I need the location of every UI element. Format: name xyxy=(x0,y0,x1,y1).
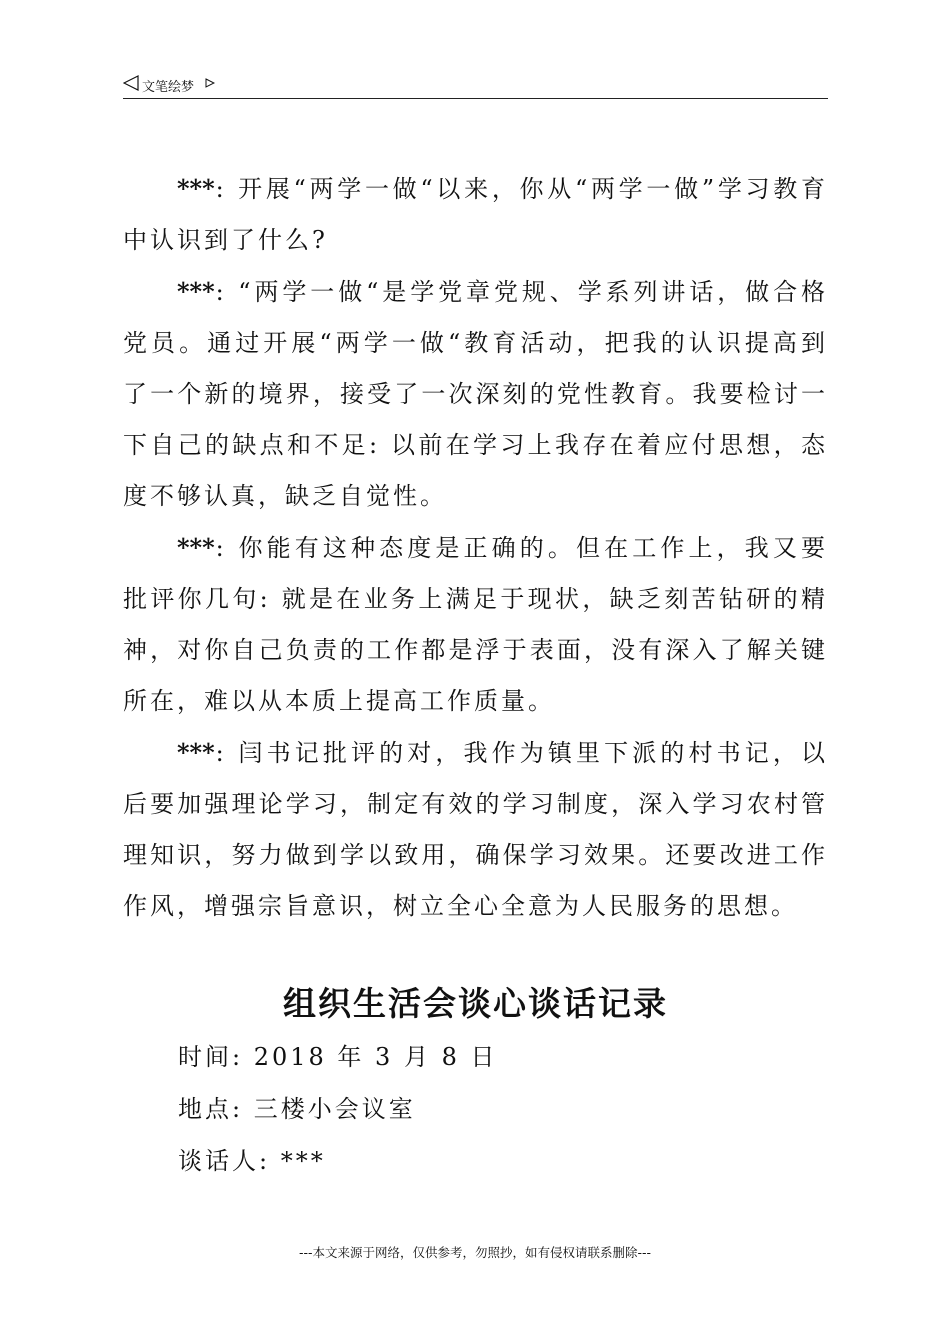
paragraph-text: “两学一做“是学党章党规、学系列讲话，做合格党员。通过开展“两学一做“教育活动，把我的认识提高到了一个新的境界，接受了一次深刻的党性教育。我要检讨一下自己的缺点和不足: 以前在学习上我存在着应付思想，态度不够认真，缺乏自觉性。 xyxy=(123,278,828,510)
dialogue-paragraph xyxy=(123,266,828,522)
dialogue-body xyxy=(123,163,828,932)
paragraph-text: 你能有这种态度是正确的。但在工作上，我又要批评你几句: 就是在业务上满足于现状，缺乏刻苦钻研的精神，对你自己负责的工作都是浮于表面，没有深入了解关键所在，难以从本质上提高工作质量。 xyxy=(123,534,828,715)
speaker-separator: : xyxy=(215,278,227,306)
dialogue-paragraph xyxy=(123,727,828,932)
triangle-right-icon xyxy=(205,78,215,88)
paragraph-text: 开展“两学一做“以来，你从“两学一做”学习教育中认识到了什么? xyxy=(123,175,828,254)
header-brand: 文笔绘梦 xyxy=(142,79,195,95)
dialogue-paragraph xyxy=(123,522,828,727)
paragraph-text: 闫书记批评的对，我作为镇里下派的村书记，以后要加强理论学习，制定有效的学习制度，深入学习农村管理知识，努力做到学以致用，确保学习效果。还要改进工作作风，增强宗旨意识，树立全心全意为人民服务的思想。 xyxy=(123,739,828,920)
header-brand-group xyxy=(123,75,215,95)
speaker-name: *** xyxy=(177,738,215,767)
meeting-time: 时间: 2018 年 3 月 8 日 xyxy=(178,1043,498,1071)
speaker-separator: : xyxy=(215,534,227,562)
speaker-separator: : xyxy=(215,739,227,767)
dialogue-paragraph xyxy=(123,163,828,266)
speaker-name: *** xyxy=(177,533,215,562)
speaker-separator: : xyxy=(215,175,227,203)
meeting-speaker: 谈话人: *** xyxy=(178,1147,326,1175)
speaker-name: *** xyxy=(177,174,215,203)
speaker-name: *** xyxy=(177,277,215,306)
meeting-place: 地点: 三楼小会议室 xyxy=(178,1095,416,1123)
section-title: 组织生活会谈心谈话记录 xyxy=(283,984,668,1023)
triangle-left-icon xyxy=(123,75,139,95)
page-footer-disclaimer: ---本文来源于网络，仅供参考，勿照抄，如有侵权请联系删除--- xyxy=(298,1245,652,1260)
page-header xyxy=(123,74,828,99)
